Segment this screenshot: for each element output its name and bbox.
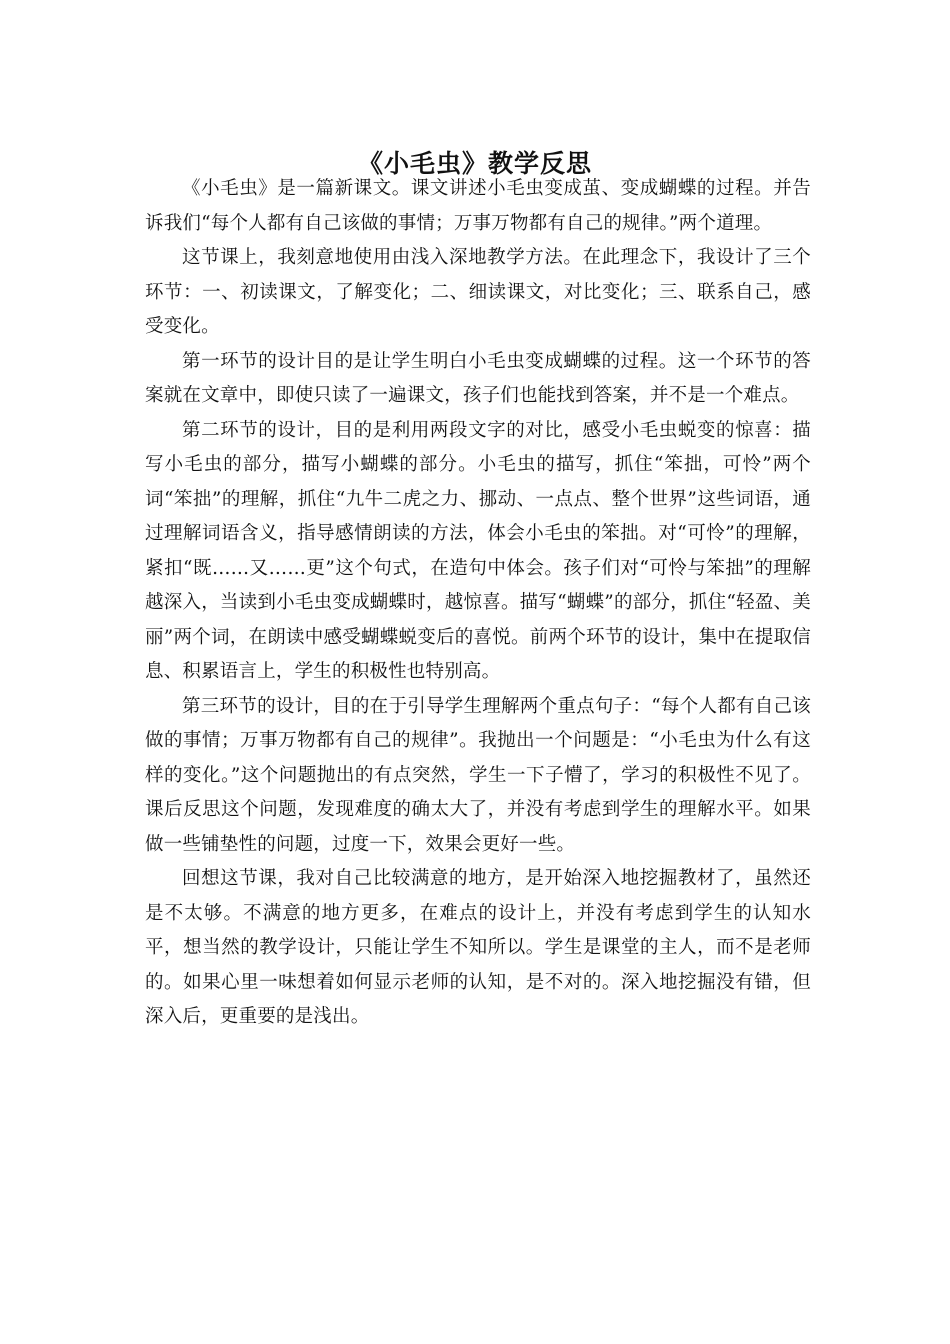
page-title: 《小毛虫》教学反思 (357, 148, 592, 178)
document-body (145, 172, 811, 1035)
paragraph-first-stage: 第一环节的设计目的是让学生明白小毛虫变成蝴蝶的过程。这一个环节的答案就在文章中，即使只读了一遍课文，孩子们也能找到答案，并不是一个难点。 (145, 350, 811, 406)
paragraph-second-stage: 第二环节的设计，目的是利用两段文字的对比，感受小毛虫蜕变的惊喜：描写小毛虫的部分，描写小蝴蝶的部分。小毛虫的描写，抓住“笨拙，可怜”两个词“笨拙”的理解，抓住“九牛二虎之力、挪动、一点点、整个世界”这些词语，通过理解词语含义，指导感情朗读的方法，体会小毛虫的笨拙。对“可怜”的理解，紧扣“既……又……更”这个句式，在造句中体会。孩子们对“可怜与笨拙”的理解越深入，当读到小毛虫变成蝴蝶时，越惊喜。描写“蝴蝶”的部分，抓住“轻盈、美丽”两个词，在朗读中感受蝴蝶蜕变后的喜悦。前两个环节的设计，集中在提取信息、积累语言上，学生的积极性也特别高。 (145, 419, 811, 682)
paragraph-intro: 《小毛虫》是一篇新课文。课文讲述小毛虫变成茧、变成蝴蝶的过程。并告诉我们“每个人都有自己该做的事情；万事万物都有自己的规律。”两个道理。 (145, 178, 811, 234)
paragraph-teaching-method: 这节课上，我刻意地使用由浅入深地教学方法。在此理念下，我设计了三个环节：一、初读课文，了解变化；二、细读课文，对比变化；三、联系自己，感受变化。 (145, 247, 811, 337)
paragraph-reflection: 回想这节课，我对自己比较满意的地方，是开始深入地挖掘教材了，虽然还是不太够。不满意的地方更多，在难点的设计上，并没有考虑到学生的认知水平，想当然的教学设计，只能让学生不知所以。学生是课堂的主人，而不是老师的。如果心里一味想着如何显示老师的认知，是不对的。深入地挖掘没有错，但深入后，更重要的是浅出。 (145, 868, 811, 1027)
paragraph-third-stage: 第三环节的设计，目的在于引导学生理解两个重点句子：“每个人都有自己该做的事情；万事万物都有自己的规律”。我抛出一个问题是：“小毛虫为什么有这样的变化。”这个问题抛出的有点突然，学生一下子懵了，学习的积极性不见了。课后反思这个问题，发现难度的确太大了，并没有考虑到学生的理解水平。如果做一些铺垫性的问题，过度一下，效果会更好一些。 (145, 695, 811, 855)
